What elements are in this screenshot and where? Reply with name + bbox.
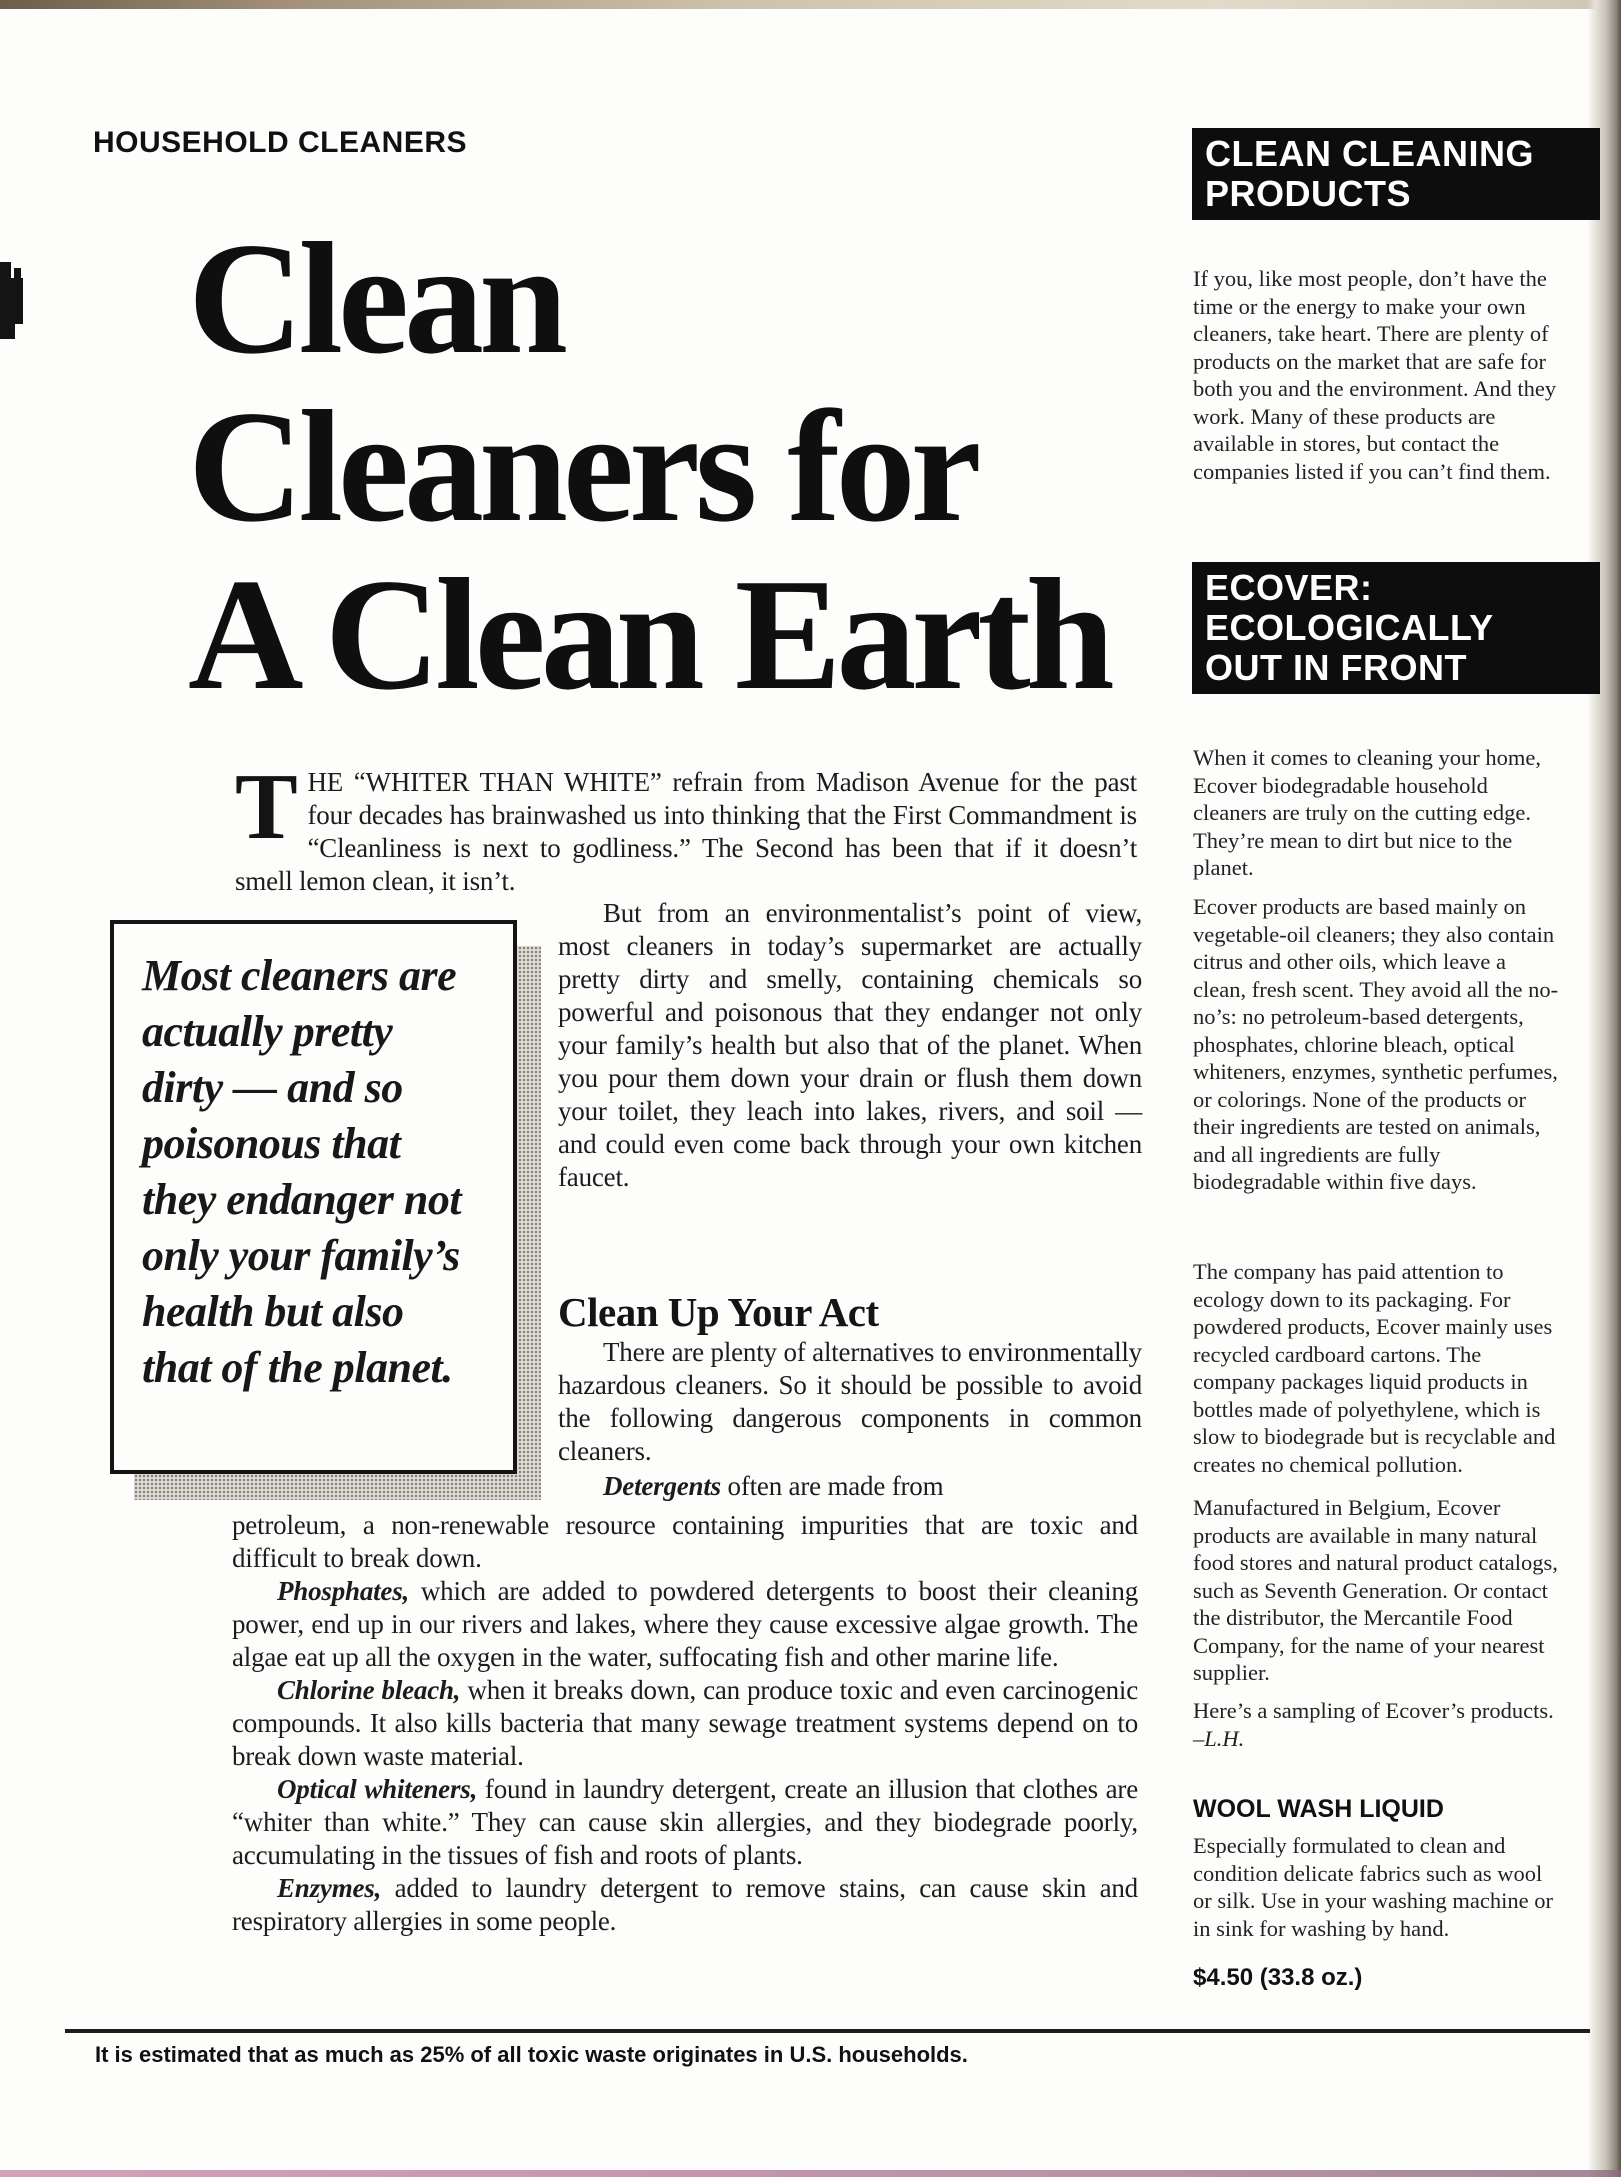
sidebar-paragraph-ecover-3: The company has paid attention to ecology down to its packaging. For powdered products, Ecover mainly uses recycled cardboard cartons. The company packages liquid products in bottles made of polyethylene, which is slow to biodegrade but is recyclable and creates no chemical pollution. [1193, 1259, 1556, 1477]
body-paragraph-enzymes [232, 1872, 1138, 1938]
sidebar-header2-line2: ECOLOGICALLY [1205, 607, 1494, 648]
article-title-line-1: Clean [188, 209, 563, 387]
drop-cap: T [235, 755, 298, 859]
pull-quote-text: Most cleaners are actually pretty dirty — and so poisonous that they endanger not only your family’s health but also that of the planet. [142, 951, 462, 1392]
enzymes-lead: Enzymes, [277, 1873, 382, 1903]
page-bottom-edge [0, 2170, 1621, 2177]
chlorine-text: when it breaks down, can produce toxic and even carcinogenic compounds. It also kills bacteria that many sewage treatment systems depend on to break down waste material. [232, 1675, 1138, 1771]
author-initials: –L.H. [1193, 1725, 1245, 1751]
sidebar-paragraph-ecover-1: When it comes to cleaning your home, Ecover biodegradable household cleaners are truly on the cutting edge. They’re mean to dirt but nice to the planet. [1193, 745, 1542, 880]
sidebar-header2-line1: ECOVER: [1205, 567, 1373, 608]
product-price: $4.50 (33.8 oz.) [1193, 1964, 1363, 1991]
phosphates-text: which are added to powdered detergents to boost their cleaning power, end up in our rivers and lakes, where they cause excessive algae growth. The algae eat up all the oxygen in the water, suffocating fish and other marine life. [232, 1576, 1138, 1672]
product-heading: WOOL WASH LIQUID [1193, 1795, 1444, 1823]
body-paragraph-chlorine [232, 1674, 1138, 1773]
whiteners-text: found in laundry detergent, create an illusion that clothes are “whiter than white.” They can cause skin allergies, and they biodegrade poorly, accumulating in the tissues of fish and roots of plants. [232, 1774, 1138, 1870]
binding-ink-mark [0, 322, 15, 339]
detergents-lead: Detergents [603, 1471, 721, 1501]
sidebar-header1-line2: PRODUCTS [1205, 173, 1412, 214]
section-kicker: HOUSEHOLD CLEANERS [93, 126, 468, 159]
pull-quote-box [110, 920, 517, 1474]
sidebar-paragraph-intro: If you, like most people, don’t have the time or the energy to make your own cleaners, take heart. There are plenty of products on the market that are safe for both you and the environment. And they work. Many of these products are available in stores, but contact the companies listed if you can’t find them. [1193, 266, 1557, 484]
sidebar-paragraph-sampling [1193, 1697, 1563, 1752]
article-title-line-2: Cleaners for [188, 377, 977, 555]
intro-paragraph [235, 755, 1137, 898]
intro-text: HE “WHITER THAN WHITE” refrain from Madison Avenue for the past four decades has brainwashed us into thinking that the First Commandment is “Cleanliness is next to godliness.” The Second has been that if it doesn’t smell lemon clean, it isn’t. [235, 767, 1137, 896]
body-paragraph-detergents-start [558, 1470, 1142, 1503]
sidebar-header-ecover [1192, 562, 1600, 694]
footer-fact: It is estimated that as much as 25% of all toxic waste originates in U.S. households. [95, 2042, 968, 2067]
body-paragraph-environmentalist: But from an environmentalist’s point of view, most cleaners in today’s supermarket are actually pretty dirty and smelly, containing chemicals so powerful and poisonous that they endanger not only your family’s health but also that of the planet. When you pour them down your drain or flush them down your toilet, they leach into lakes, rivers, and soil — and could even come back through your own kitchen faucet. [558, 898, 1142, 1192]
detergents-lead-text: often are made from [720, 1471, 944, 1501]
phosphates-lead: Phosphates, [277, 1576, 410, 1606]
sidebar-paragraph-ecover-2: Ecover products are based mainly on vegetable-oil cleaners; they also contain citrus and other oils, which leave a clean, fresh scent. They avoid all the no-no’s: no petroleum-based detergents, phosphates, chlorine bleach, optical whiteners, enzymes, synthetic perfumes, or colorings. None of the products or their ingredients are tested on animals, and all ingredients are fully biodegradable within five days. [1193, 894, 1559, 1194]
binding-ink-mark [0, 278, 23, 324]
enzymes-text: added to laundry detergent to remove stains, can cause skin and respiratory allergies in some people. [232, 1873, 1138, 1936]
binding-ink-mark [14, 268, 21, 280]
section-heading: Clean Up Your Act [558, 1289, 879, 1335]
sidebar-header1-line1: CLEAN CLEANING [1205, 133, 1534, 174]
sampling-text: Here’s a sampling of Ecover’s products. [1193, 1698, 1554, 1723]
product-description: Especially formulated to clean and condition delicate fabrics such as wool or silk. Use in your washing machine or in sink for washing by hand. [1193, 1833, 1553, 1941]
body-paragraph-whiteners [232, 1773, 1138, 1872]
page-curl-shadow [1587, 0, 1621, 2177]
body-paragraph-detergents-rest: petroleum, a non-renewable resource containing impurities that are toxic and difficult to break down. [232, 1510, 1138, 1573]
article-title [188, 209, 1188, 723]
chlorine-lead: Chlorine bleach, [277, 1675, 461, 1705]
page-top-edge [0, 0, 1621, 9]
body-paragraph-phosphates [232, 1575, 1138, 1674]
article-title-line-3: A Clean Earth [188, 545, 1110, 723]
sidebar-paragraph-ecover-4: Manufactured in Belgium, Ecover products are available in many natural food stores and natural product catalogs, such as Seventh Generation. Or contact the distributor, the Mercantile Food Company, for the name of your nearest supplier. [1193, 1495, 1558, 1685]
footer-rule [65, 2029, 1590, 2033]
body-paragraph-alternatives: There are plenty of alternatives to environmentally hazardous cleaners. So it should be possible to avoid the following dangerous components in common cleaners. [558, 1337, 1142, 1466]
sidebar-header2-line3: OUT IN FRONT [1205, 647, 1467, 688]
whiteners-lead: Optical whiteners, [277, 1774, 478, 1804]
body-column-full [232, 1509, 1138, 1938]
sidebar-header-clean-cleaning-products [1192, 128, 1600, 220]
